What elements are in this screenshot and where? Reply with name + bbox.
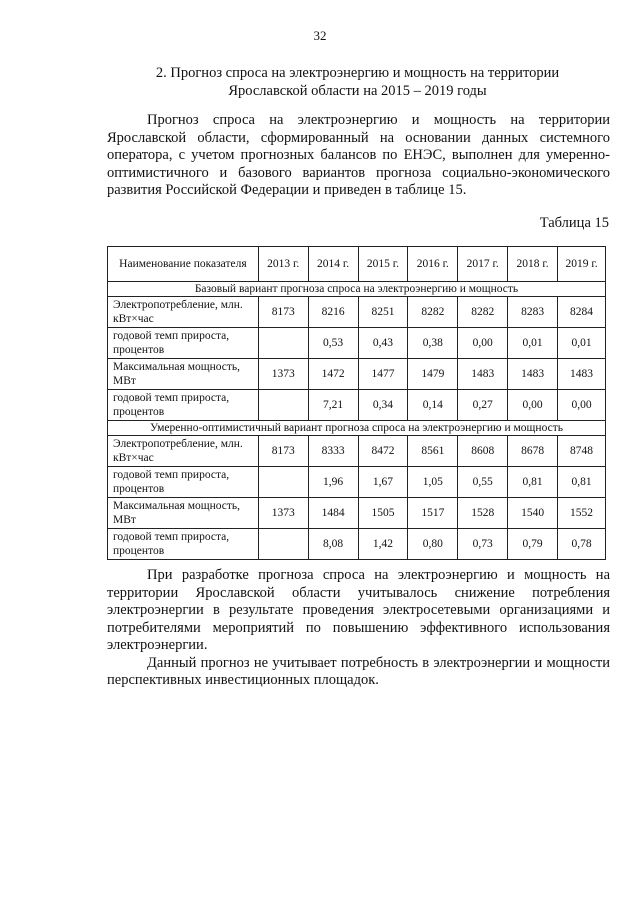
header-year: 2015 г.: [358, 247, 408, 282]
row-label: годовой темп прироста, процентов: [108, 390, 259, 421]
table-cell: 8678: [508, 436, 558, 467]
table-cell: 8173: [258, 297, 308, 328]
table-cell: 1472: [308, 359, 358, 390]
table-cell: 0,00: [458, 328, 508, 359]
closing-paragraph: Данный прогноз не учитывает потребность в электроэнергии и мощности перспективных инвестиционных площадок.: [107, 654, 610, 688]
closing-text: [107, 567, 610, 690]
section-heading: [105, 64, 610, 100]
table-cell: 1484: [308, 498, 358, 529]
table-cell: 1540: [508, 498, 558, 529]
table-cell: 1483: [458, 359, 508, 390]
table-cell: 0,73: [458, 529, 508, 560]
table-cell: [258, 467, 308, 498]
table-cell: 0,38: [408, 328, 458, 359]
table-section-row: [108, 421, 606, 436]
table-row: [108, 436, 606, 467]
table-cell: 1552: [558, 498, 606, 529]
section-title: Базовый вариант прогноза спроса на электроэнергию и мощность: [108, 282, 606, 297]
row-label: Максимальная мощность, МВт: [108, 498, 259, 529]
table-cell: 0,78: [558, 529, 606, 560]
table-cell: 8608: [458, 436, 508, 467]
header-year: 2019 г.: [558, 247, 606, 282]
table-cell: 1,67: [358, 467, 408, 498]
table-cell: 1505: [358, 498, 408, 529]
row-label: Электропотребление, млн. кВт×час: [108, 436, 259, 467]
table-row: [108, 498, 606, 529]
header-year: 2014 г.: [308, 247, 358, 282]
table-cell: 0,01: [508, 328, 558, 359]
row-label: Максимальная мощность, МВт: [108, 359, 259, 390]
table-cell: 1528: [458, 498, 508, 529]
table-cell: 0,00: [508, 390, 558, 421]
table-cell: 0,01: [558, 328, 606, 359]
table-row: [108, 359, 606, 390]
header-year: 2018 г.: [508, 247, 558, 282]
table-cell: 8284: [558, 297, 606, 328]
table-cell: 8748: [558, 436, 606, 467]
table-cell: 0,53: [308, 328, 358, 359]
row-label: Электропотребление, млн. кВт×час: [108, 297, 259, 328]
table-cell: 8561: [408, 436, 458, 467]
table-cell: [258, 529, 308, 560]
intro-paragraph: [107, 112, 610, 200]
table-cell: 0,81: [508, 467, 558, 498]
table-cell: 0,80: [408, 529, 458, 560]
table-row: [108, 297, 606, 328]
row-label: годовой темп прироста, процентов: [108, 467, 259, 498]
table-row: [108, 390, 606, 421]
table-row: [108, 467, 606, 498]
header-indicator: Наименование показателя: [108, 247, 259, 282]
table-cell: 1373: [258, 498, 308, 529]
header-year: 2016 г.: [408, 247, 458, 282]
table-cell: 0,00: [558, 390, 606, 421]
table-cell: 0,79: [508, 529, 558, 560]
table-cell: 1483: [558, 359, 606, 390]
table-cell: 0,81: [558, 467, 606, 498]
table-cell: 8,08: [308, 529, 358, 560]
section-title: Умеренно-оптимистичный вариант прогноза спроса на электроэнергию и мощность: [108, 421, 606, 436]
page-number: 32: [313, 28, 327, 43]
table-row: [108, 328, 606, 359]
table-row: [108, 529, 606, 560]
section-heading-line-2: Ярославской области на 2015 – 2019 годы: [228, 83, 487, 99]
table-cell: [258, 328, 308, 359]
table-cell: 0,14: [408, 390, 458, 421]
table-cell: 1479: [408, 359, 458, 390]
table-caption: Таблица 15: [539, 215, 609, 231]
table-cell: 0,34: [358, 390, 408, 421]
table-cell: 8282: [408, 297, 458, 328]
table-cell: 1373: [258, 359, 308, 390]
table-cell: 1,96: [308, 467, 358, 498]
row-label: годовой темп прироста, процентов: [108, 529, 259, 560]
header-year: 2017 г.: [458, 247, 508, 282]
table-cell: 1,42: [358, 529, 408, 560]
header-year: 2013 г.: [258, 247, 308, 282]
table-cell: 0,27: [458, 390, 508, 421]
forecast-table: [107, 246, 606, 560]
table-cell: [258, 390, 308, 421]
table-cell: 8283: [508, 297, 558, 328]
table-header-row: [108, 247, 606, 282]
table-cell: 8251: [358, 297, 408, 328]
table-cell: 0,43: [358, 328, 408, 359]
table-cell: 8173: [258, 436, 308, 467]
table-cell: 7,21: [308, 390, 358, 421]
table-cell: 1477: [358, 359, 408, 390]
table-cell: 0,55: [458, 467, 508, 498]
table-cell: 1483: [508, 359, 558, 390]
table-cell: 8333: [308, 436, 358, 467]
table-cell: 1,05: [408, 467, 458, 498]
table-cell: 8472: [358, 436, 408, 467]
table-cell: 8216: [308, 297, 358, 328]
table-cell: 1517: [408, 498, 458, 529]
closing-paragraph: При разработке прогноза спроса на электроэнергию и мощность на территории Ярославской области учитывалось снижение потребления электроэнергии в результате проведения электросетевыми организациями и потребителями мероприятий по повышению эффективного использования электроэнергии.: [107, 567, 610, 653]
table-cell: 8282: [458, 297, 508, 328]
row-label: годовой темп прироста, процентов: [108, 328, 259, 359]
section-heading-line-1: 2. Прогноз спроса на электроэнергию и мощность на территории: [155, 65, 560, 81]
table-body: [108, 282, 606, 560]
intro-paragraph-text: Прогноз спроса на электроэнергию и мощность на территории Ярославской области, сформированный на основании данных системного оператора, с учетом прогнозных балансов по ЕНЭС, выполнен для умеренно-оптимистичного и базового вариантов прогноза социально-экономического развития Российской Федерации и приведен в таблице 15.: [107, 112, 610, 198]
table-section-row: [108, 282, 606, 297]
